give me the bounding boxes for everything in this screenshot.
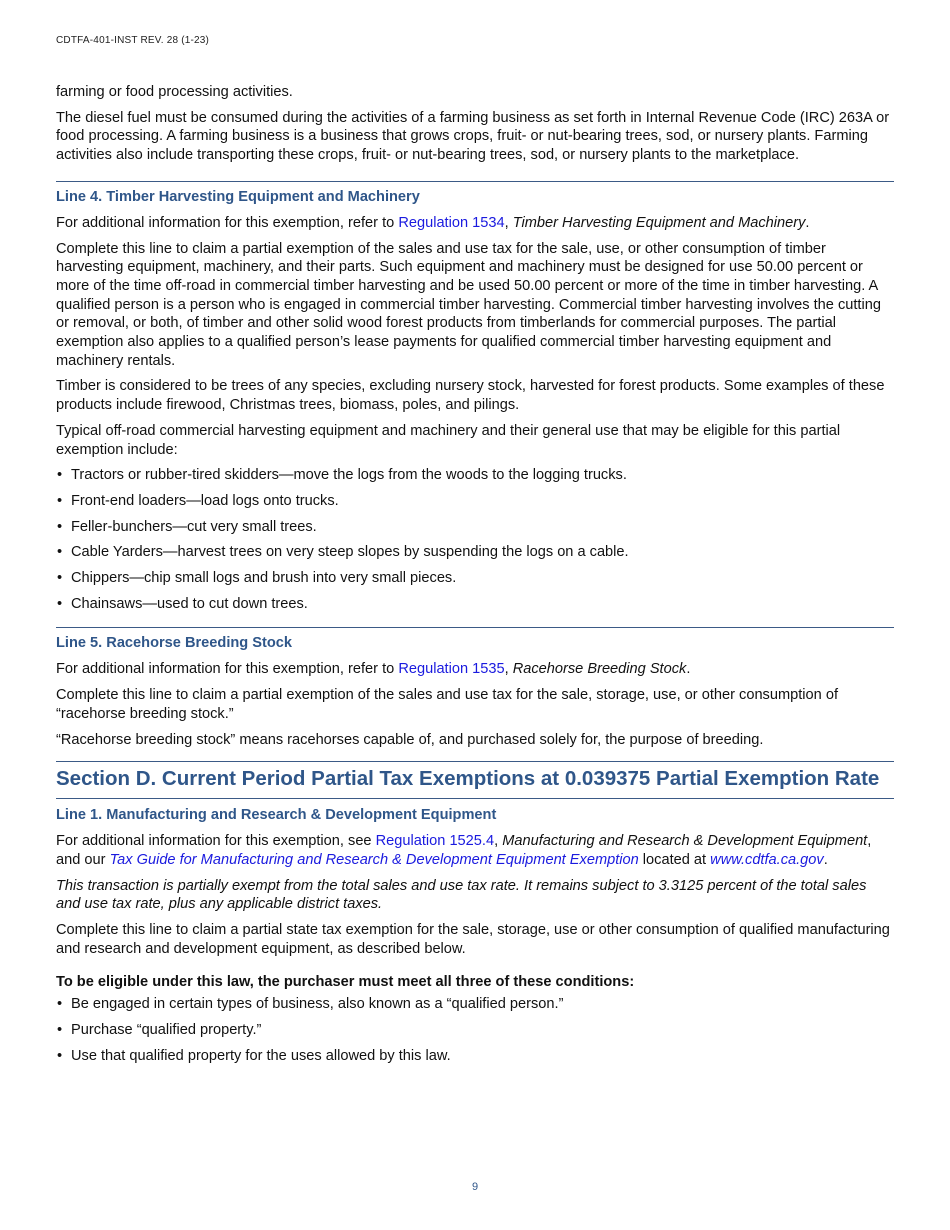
line5-paragraph-1: Complete this line to claim a partial exemption of the sales and use tax for the sale, storage, use, or other consumption of “racehorse breeding stock.” [56, 687, 838, 722]
section-d-line1-paragraph: Complete this line to claim a partial state tax exemption for the sale, storage, use or other consumption of qualified manufacturing and research and development equipment, as described below. [56, 922, 890, 957]
page-number: 9 [471, 1181, 479, 1193]
list-item: • Be engaged in certain types of business, also known as a “qualified person.” [57, 996, 564, 1013]
page-content [56, 83, 894, 1072]
list-item: • Use that qualified property for the uses allowed by this law. [57, 1047, 451, 1064]
intro-paragraph: The diesel fuel must be consumed during the activities of a farming business as set forth in Internal Revenue Code (IRC) 263A or food processing. A farming business is a business that grows crops, fruit- or nut-bearing trees, sod, or nursery plants. Farming activities also include transporting these crops, fruit- or nut-bearing trees, sod, or nursery plants to the marketplace. [56, 109, 890, 164]
cdtfa-website-link[interactable]: www.cdtfa.ca.gov [710, 851, 824, 868]
intro-continuation: farming or food processing activities. [56, 84, 293, 100]
form-revision-id: CDTFA-401-INST REV. 28 (1-23) [56, 35, 210, 46]
regulation-1534-link[interactable]: Regulation 1534 [398, 214, 505, 231]
section-d-line1-reference: For additional information for this exemption, see Regulation 1525.4, Manufacturing and Research & Development Equipment, and our Tax Guide for Manufacturing and Research & Development Equipment Exemption located at www.cdtfa.ca.gov. [56, 833, 872, 868]
list-item: • Purchase “qualified property.” [57, 1021, 262, 1038]
line4-paragraph-3: Typical off-road commercial harvesting equipment and machinery and their general use that may be eligible for this partial exemption include: [56, 422, 841, 458]
section-d-heading: Section D. Current Period Partial Tax Exemptions at 0.039375 Partial Exemption Rate [56, 767, 880, 791]
list-item: • Chainsaws—used to cut down trees. [57, 595, 308, 612]
section-divider [56, 627, 894, 628]
section-divider [56, 761, 894, 762]
line4-paragraph-1: Complete this line to claim a partial exemption of the sales and use tax for the sale, use, or other consumption of timber harvesting equipment, machinery, and their parts. Such equipment and machinery must be designed for use 50.00 percent or more of the time off-road in commercial timber harvesting and be used 50.00 percent or more of the time in timber harvesting. A qualified person is a person who is engaged in commercial timber harvesting. Commercial timber harvesting involves the cutting or removal, or both, of timber and other solid wood forest products from timberlands for commercial purposes. The partial exemption also applies to a qualified person’s lease payments for qualified commercial timber harvesting equipment and machinery rentals. [56, 240, 881, 369]
list-item: • Chippers—chip small logs and brush into very small pieces. [57, 570, 457, 587]
section-divider [56, 798, 894, 799]
regulation-1525-4-link[interactable]: Regulation 1525.4 [375, 833, 495, 850]
conditions-heading: To be eligible under this law, the purchaser must meet all three of these conditions: [56, 973, 635, 990]
list-item: • Front-end loaders—load logs onto trucks. [57, 492, 339, 509]
partial-exempt-note: This transaction is partially exempt from the total sales and use tax rate. It remains subject to 3.3125 percent of the total sales and use tax rate, plus any applicable district taxes. [56, 877, 867, 913]
section-d-line1-heading: Line 1. Manufacturing and Research & Development Equipment [56, 807, 497, 824]
line5-reference: For additional information for this exemption, refer to Regulation 1535, Racehorse Breeding Stock. [56, 661, 691, 678]
list-item: • Tractors or rubber-tired skidders—move the logs from the woods to the logging trucks. [57, 467, 627, 484]
line4-reference: For additional information for this exemption, refer to Regulation 1534, Timber Harvesting Equipment and Machinery. [56, 214, 810, 231]
tax-guide-link[interactable]: Tax Guide for Manufacturing and Research & Development Equipment Exemption [109, 851, 639, 868]
line4-heading: Line 4. Timber Harvesting Equipment and Machinery [56, 188, 420, 205]
conditions-list [56, 995, 894, 1065]
line5-paragraph-2: “Racehorse breeding stock” means racehorses capable of, and purchased solely for, the purpose of breeding. [56, 731, 764, 748]
section-divider [56, 181, 894, 182]
regulation-1535-link[interactable]: Regulation 1535 [398, 661, 505, 678]
line4-paragraph-2: Timber is considered to be trees of any species, excluding nursery stock, harvested for forest products. Some examples of these products include firewood, Christmas trees, biomass, poles, and pilings. [56, 378, 885, 414]
line5-heading: Line 5. Racehorse Breeding Stock [56, 635, 293, 652]
list-item: • Feller-bunchers—cut very small trees. [57, 518, 317, 535]
list-item: • Cable Yarders—harvest trees on very steep slopes by suspending the logs on a cable. [57, 544, 629, 561]
equipment-list [56, 466, 894, 613]
